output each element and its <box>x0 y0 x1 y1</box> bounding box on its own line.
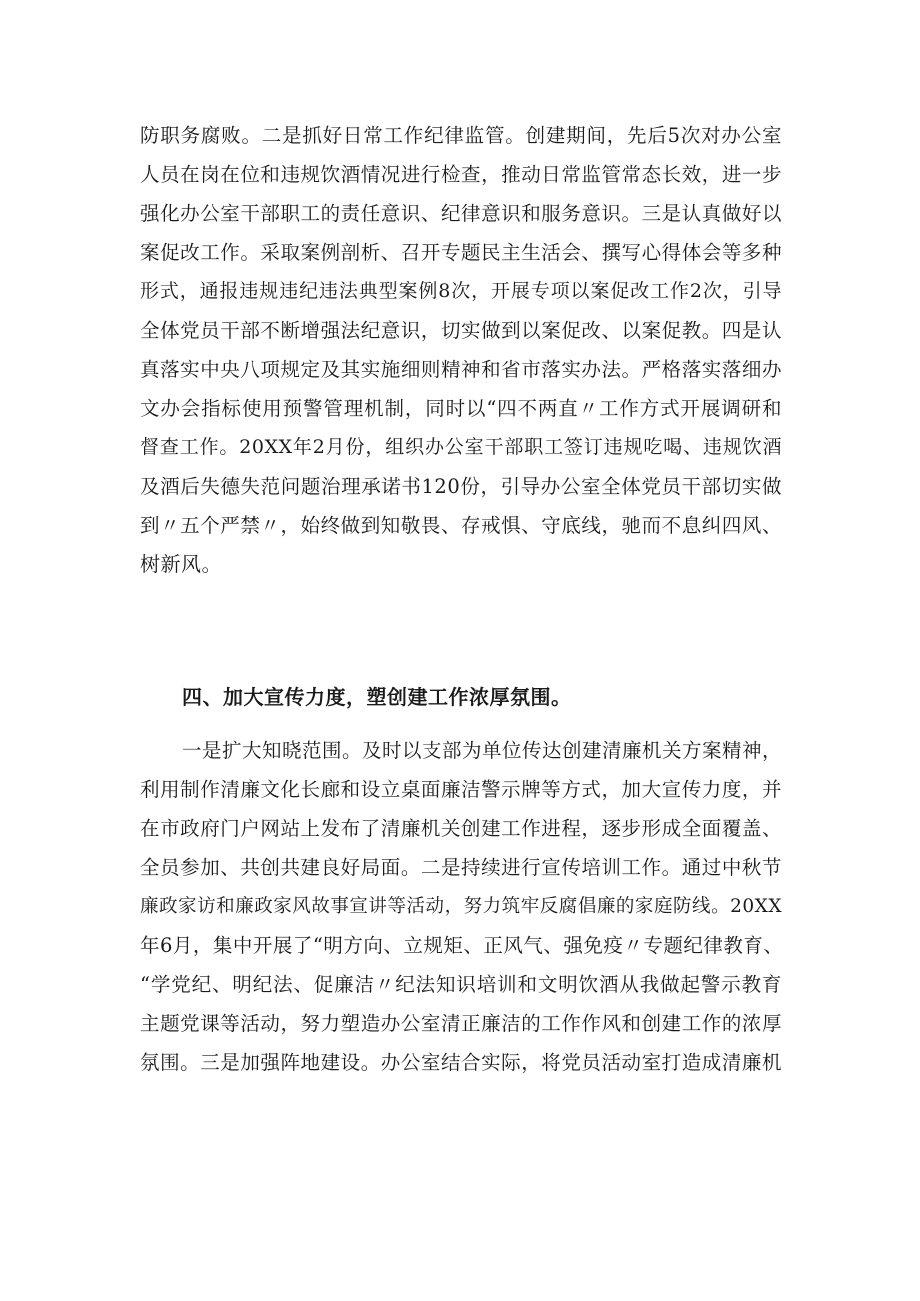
paragraph-line: 形式，通报违规违纪违法典型案例8次，开展专项以案促改工作2次，引导 <box>140 280 782 302</box>
paragraph-line: 一是扩大知晓范围。及时以支部为单位传达创建清廉机关方案精神， <box>182 739 783 762</box>
paragraph-line: 到〃五个严禁〃，始终做到知敬畏、存戒惧、守底线，驰而不息纠四风、 <box>140 514 782 537</box>
paragraph-discipline-supervision <box>140 116 782 584</box>
paragraph-line: 廉政家访和廉政家风故事宣讲等活动，努力筑牢反腐倡廉的家庭防线。20XX <box>140 896 782 917</box>
paragraph-publicity <box>140 731 782 1082</box>
paragraph-line: “学党纪、明纪法、促廉洁〃纪法知识培训和文明饮酒从我做起警示教育 <box>140 973 782 996</box>
paragraph-line: 真落实中央八项规定及其实施细则精神和省市落实办法。严格落实落细办 <box>140 358 782 381</box>
paragraph-line: 人员在岗在位和违规饮酒情况进行检查，推动日常监管常态长效，进一步 <box>140 163 782 186</box>
section-heading: 四、加大宣传力度，塑创建工作浓厚氛围。 <box>182 685 572 709</box>
paragraph-line: 在市政府门户网站上发布了清廉机关创建工作进程，逐步形成全面覆盖、 <box>140 817 782 840</box>
paragraph-line: 利用制作清廉文化长廊和设立桌面廉洁警示牌等方式，加大宣传力度，并 <box>140 778 782 801</box>
paragraph-line: 主题党课等活动，努力塑造办公室清正廉洁的工作作风和创建工作的浓厚 <box>140 1012 782 1035</box>
paragraph-line: 防职务腐败。二是抓好日常工作纪律监管。创建期间，先后5次对办公室 <box>140 124 782 147</box>
paragraph-line: 案促改工作。采取案例剖析、召开专题民主生活会、撰写心得体会等多种 <box>140 241 782 264</box>
paragraph-line: 树新风。 <box>140 552 222 576</box>
paragraph-line: 强化办公室干部职工的责任意识、纪律意识和服务意识。三是认真做好以 <box>140 202 782 225</box>
paragraph-line: 全员参加、共创共建良好局面。二是持续进行宣传培训工作。通过中秋节 <box>140 856 782 879</box>
paragraph-line: 督查工作。20XX年2月份，组织办公室干部职工签订违规吃喝、违规饮酒 <box>140 436 782 458</box>
paragraph-line: 文办会指标使用预警管理机制，同时以“四不两直〃工作方式开展调研和 <box>140 397 782 420</box>
paragraph-line: 年6月，集中开展了“明方向、立规矩、正风气、强免疫〃专题纪律教育、 <box>140 934 784 957</box>
paragraph-line: 氛围。三是加强阵地建设。办公室结合实际，将党员活动室打造成清廉机 <box>140 1051 782 1074</box>
paragraph-line: 及酒后失德失范问题治理承诺书120份，引导办公室全体党员干部切实做 <box>140 475 782 498</box>
paragraph-line: 全体党员干部不断增强法纪意识，切实做到以案促改、以案促教。四是认 <box>140 319 782 342</box>
